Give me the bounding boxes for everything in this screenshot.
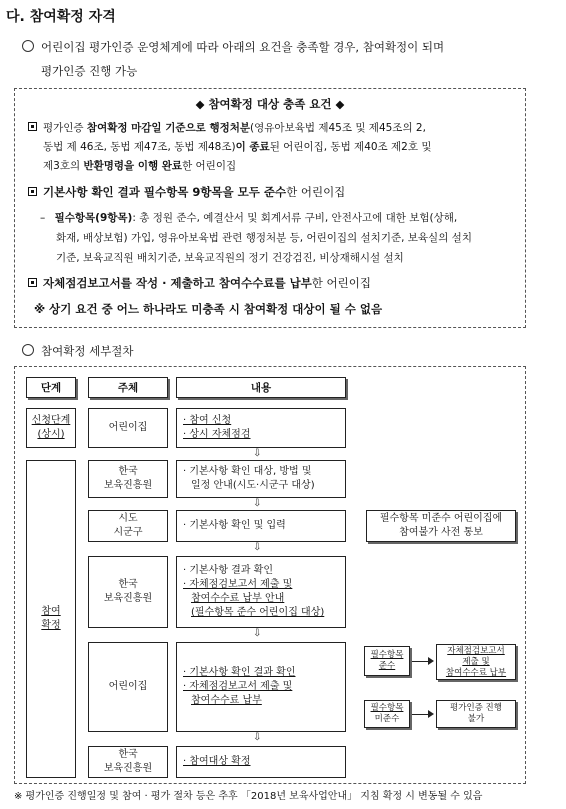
requirement-item-1-line1: 평가인증 참여확정 마감일 기준으로 행정처분(영유아보육법 제45조 및 제45조의 2, (28, 119, 426, 138)
row-2-subject: 시도 시군구 (88, 510, 168, 542)
branch-compliant-label: 필수항목 준수 (364, 646, 410, 676)
down-arrow-icon: ⇩ (253, 498, 262, 509)
row-4-content: · 기본사항 확인 결과 확인 · 자체점검보고서 제출 및 참여수수료 납부 (176, 642, 346, 732)
requirement-item-1-line2: 동법 제 46조, 동법 제47조, 동법 제48조)이 종료된 어린이집, 동법 제40조 제2호 및 (43, 141, 432, 153)
stage-confirmation: 참여 확정 (26, 460, 76, 778)
down-arrow-icon: ⇩ (253, 448, 262, 459)
row-4-subject: 어린이집 (88, 642, 168, 732)
row-0-subject: 어린이집 (88, 408, 168, 448)
required-items-line1: – 필수항목(9항목): 총 정원 준수, 예결산서 및 회계서류 구비, 안전사고에 대한 보험(상해, (40, 212, 458, 224)
required-items-line2: 화재, 배상보험) 가입, 영유아보육법 관련 행정처분 등, 어린이집의 설치기준, 보육실의 설치 (56, 232, 472, 244)
requirements-title: ◆ 참여확정 대상 충족 요건 ◆ (195, 97, 345, 111)
row-5-content: · 참여대상 확정 (176, 746, 346, 778)
footnote: ※ 평가인증 진행일정 및 참여 · 평가 절차 등은 추후 「2018년 보육사업안내」 지침 확정 시 변동될 수 있음 (14, 791, 483, 802)
row-0-content: · 참여 신청 · 상시 자체점검 (176, 408, 346, 448)
square-bullet-icon (28, 122, 37, 131)
header-subject: 주체 (88, 377, 168, 398)
down-arrow-icon: ⇩ (253, 732, 262, 743)
requirement-item-3: 자체점검보고서를 작성 · 제출하고 참여수수료를 납부한 어린이집 (28, 274, 371, 293)
required-items-line3: 기준, 보육교직원 배치기준, 보육교직원의 정기 건강검진, 비상재해시설 설치 (56, 252, 404, 264)
circle-bullet-icon (22, 40, 34, 52)
down-arrow-icon: ⇩ (253, 628, 262, 639)
intro-line1: 어린이집 평가인증 운영체계에 따라 아래의 요건을 충족할 경우, 참여확정이 되며 (41, 40, 445, 54)
section-heading: 다. 참여확정 자격 (6, 9, 116, 25)
requirement-item-1-line3: 제3호의 반환명령을 이행 완료한 어린이집 (43, 160, 237, 172)
row-3-subject: 한국 보육진흥원 (88, 556, 168, 628)
down-arrow-icon: ⇩ (253, 542, 262, 553)
right-arrow-icon (428, 657, 434, 665)
branch-compliant-result: 자체점검보고서 제출 및 참여수수료 납부 (436, 644, 516, 680)
row-3-content: · 기본사항 결과 확인 · 자체점검보고서 제출 및 참여수수료 납부 안내 (필수항목 준수 어린이집 대상) (176, 556, 346, 628)
requirements-note: ※ 상기 요건 중 어느 하나라도 미충족 시 참여확정 대상이 될 수 없음 (34, 302, 383, 316)
header-content: 내용 (176, 377, 346, 398)
row-1-subject: 한국 보육진흥원 (88, 460, 168, 498)
requirement-item-2: 기본사항 확인 결과 필수항목 9항목을 모두 준수한 어린이집 (28, 183, 345, 202)
row-5-subject: 한국 보육진흥원 (88, 746, 168, 778)
procedure-title: 참여확정 세부절차 (22, 340, 134, 363)
right-arrow-icon (428, 710, 434, 718)
side-note-box: 필수항목 미준수 어린이집에 참여불가 사전 통보 (366, 510, 516, 542)
branch-noncompliant-label: 필수항목 미준수 (364, 700, 410, 728)
row-1-content: · 기본사항 확인 대상, 방법 및 일정 안내(시도·시군구 대상) (176, 460, 346, 498)
row-2-content: · 기본사항 확인 및 입력 (176, 510, 346, 542)
square-bullet-icon (28, 187, 37, 196)
circle-bullet-icon (22, 344, 34, 356)
intro-text (22, 36, 444, 59)
stage-application: 신청단계 (상시) (26, 408, 76, 448)
square-bullet-icon (28, 278, 37, 287)
intro-line2: 평가인증 진행 가능 (41, 64, 138, 78)
branch-noncompliant-result: 평가인증 진행 불가 (436, 700, 516, 728)
header-stage: 단계 (26, 377, 76, 398)
